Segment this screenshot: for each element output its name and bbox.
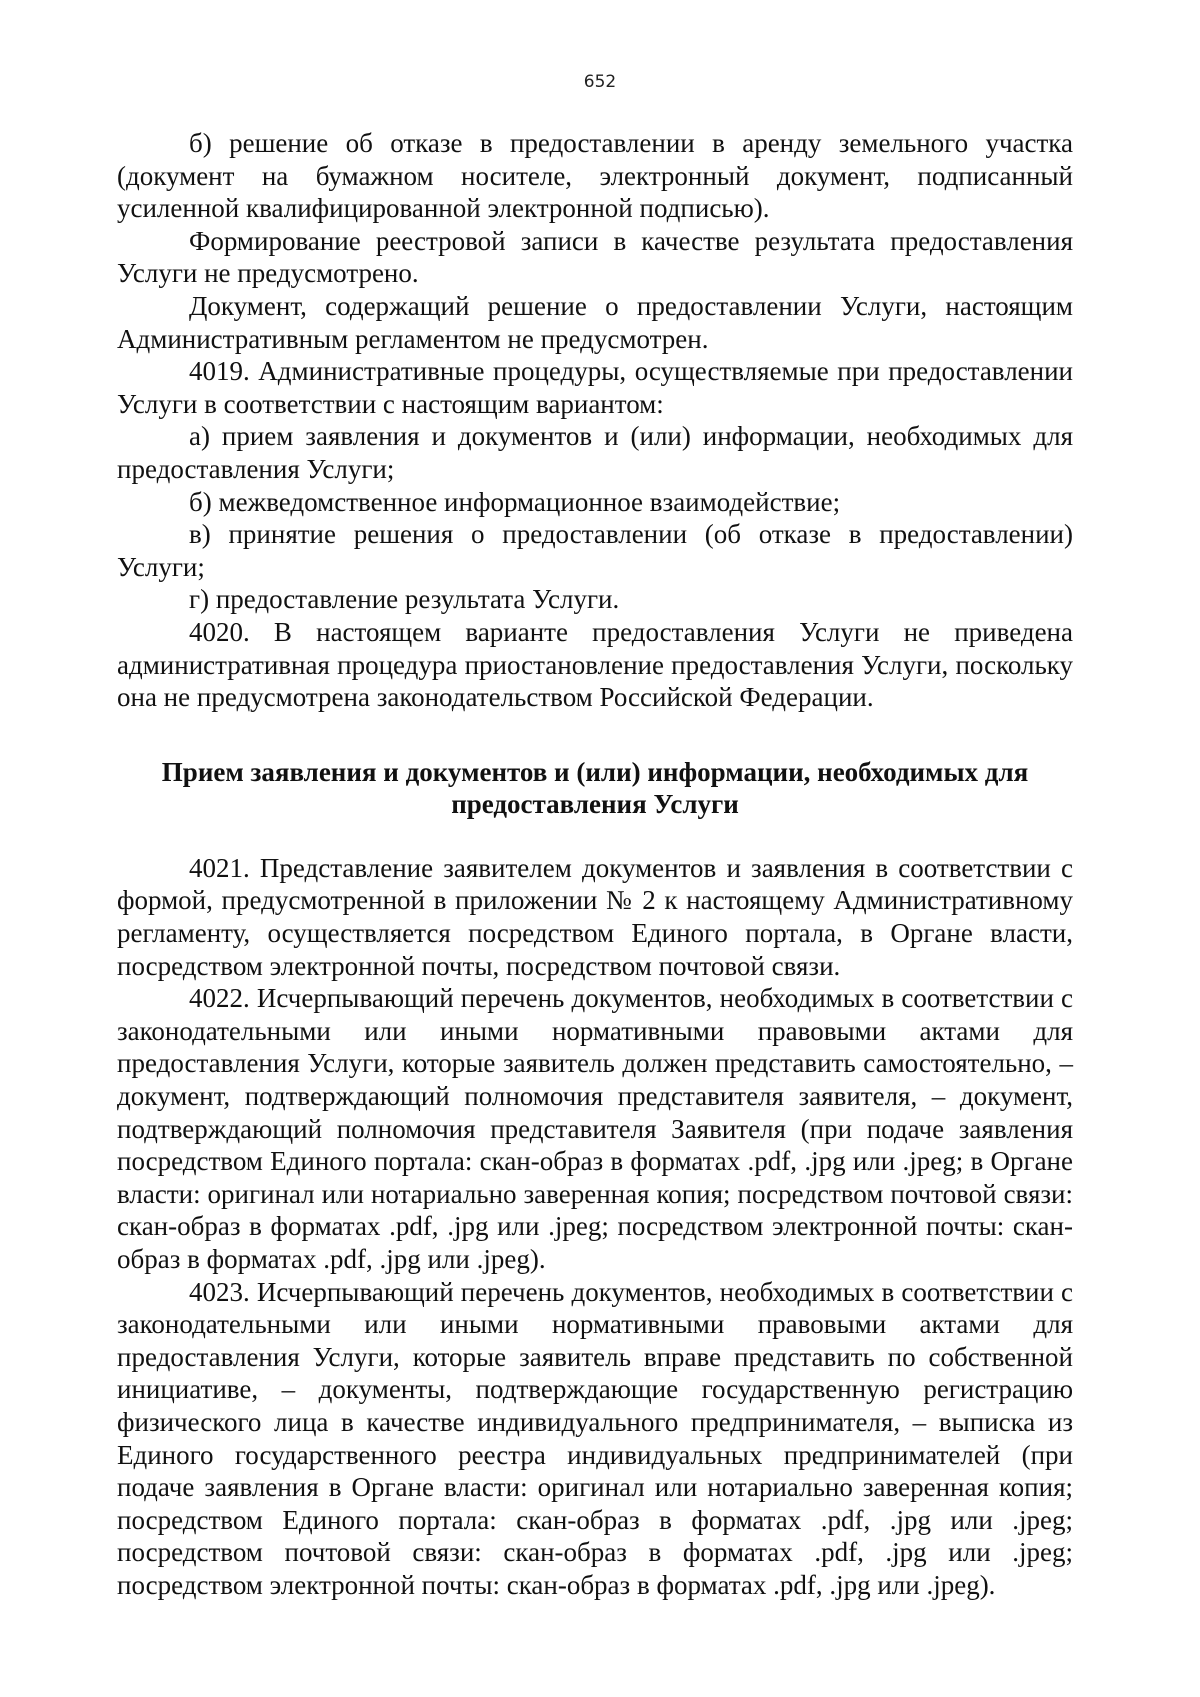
document-body xyxy=(117,127,1073,1602)
list-item-g: г) предоставление результата Услуги. xyxy=(189,584,620,615)
list-item-a: а) прием заявления и документов и (или) информации, необходимых для предоставления Услуги; xyxy=(117,421,1073,484)
list-item-v: в) принятие решения о предоставлении (об отказе в предоставлении) Услуги; xyxy=(117,519,1073,582)
paragraph-4023: 4023. Исчерпывающий перечень документов, необходимых в соответствии с законодательными или иными нормативными правовыми актами для предоставления Услуги, которые заявитель вправе представить по собственной инициативе, – документы, подтверждающие государственную регистрацию физического лица в качестве индивидуального предпринимателя, – выписка из Единого государственного реестра индивидуальных предпринимателей (при подаче заявления в Органе власти: оригинал или нотариально заверенная копия; посредством Единого портала: скан-образ в форматах .pdf, .jpg или .jpeg; посредством почтовой связи: скан-образ в форматах .pdf, .jpg или .jpeg; посредством электронной почты: скан-образ в форматах .pdf, .jpg или .jpeg). xyxy=(117,1276,1073,1600)
paragraph: Формирование реестровой записи в качестве результата предоставления Услуги не предусмотрено. xyxy=(117,225,1073,289)
page-number: 652 xyxy=(583,72,617,92)
paragraph-4022: 4022. Исчерпывающий перечень документов, необходимых в соответствии с законодательными или иными нормативными правовыми актами для предоставления Услуги, которые заявитель должен представить самостоятельно, – документ, подтверждающий полномочия представителя заявителя, – документ, подтверждающий полномочия представителя Заявителя (при подаче заявления посредством Единого портала: скан-образ в форматах .pdf, .jpg или .jpeg; в Органе власти: оригинал или нотариально заверенная копия; посредством почтовой связи: скан-образ в форматах .pdf, .jpg или .jpeg; посредством электронной почты: скан-образ в форматах .pdf, .jpg или .jpeg). xyxy=(117,983,1073,1274)
section-heading-line-2: предоставления Услуги xyxy=(451,789,739,820)
paragraph: б) решение об отказе в предоставлении в аренду земельного участка (документ на бумажном носителе, электронный документ, подписанный усиленной квалифицированной электронной подписью). xyxy=(117,128,1073,224)
paragraph-4020: 4020. В настоящем варианте предоставления Услуги не приведена административная процедура приостановление предоставления Услуги, поскольку она не предусмотрена законодательством Российской Федерации. xyxy=(117,616,1073,713)
section-heading-line-1: Прием заявления и документов и (или) информации, необходимых для xyxy=(161,756,1029,787)
paragraph-4021: 4021. Представление заявителем документов и заявления в соответствии с формой, предусмотренной в приложении № 2 к настоящему Административному регламенту, осуществляется посредством Единого портала, в Органе власти, посредством электронной почты, посредством почтовой связи. xyxy=(117,852,1073,981)
section-heading xyxy=(117,756,1073,821)
list-item-b: б) межведомственное информационное взаимодействие; xyxy=(189,486,841,517)
paragraph: Документ, содержащий решение о предоставлении Услуги, настоящим Административным регламентом не предусмотрен. xyxy=(117,290,1073,354)
paragraph-4019: 4019. Административные процедуры, осуществляемые при предоставлении Услуги в соответствии с настоящим вариантом: xyxy=(117,356,1073,419)
